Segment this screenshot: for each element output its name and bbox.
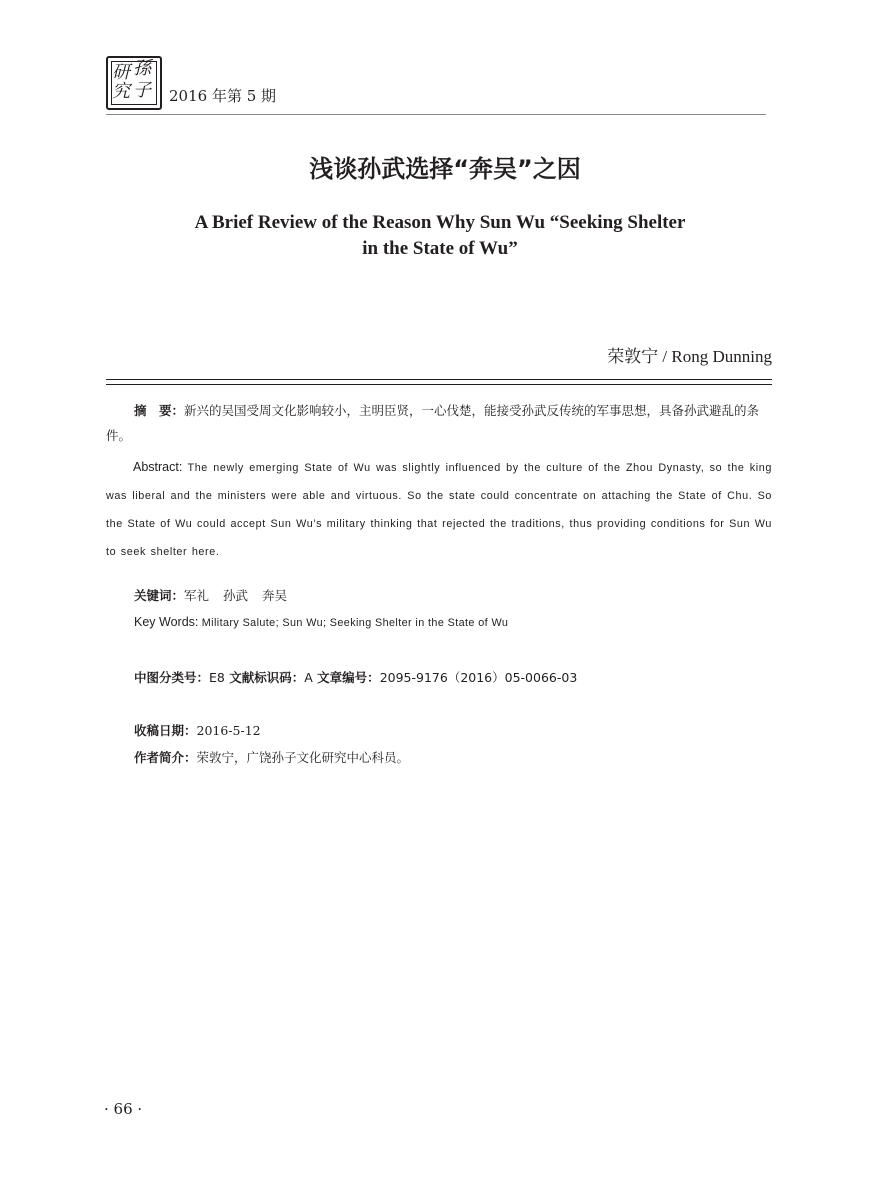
journal-logo-seal [106, 56, 162, 110]
keyword: 军礼 [184, 588, 210, 603]
logo-char: 孫 [133, 58, 151, 79]
article-number-value: 2095-9176（2016）05-0066-03 [379, 670, 578, 685]
received-date-value: 2016-5-12 [196, 723, 261, 738]
page-number: · 66 · [104, 1100, 143, 1118]
keyword: 奔吴 [262, 588, 288, 603]
doc-code-label: 文献标识码： [229, 670, 305, 685]
keywords-chinese-label: 关键词： [134, 588, 185, 603]
section-rule [106, 384, 772, 385]
title-english-line: in the State of Wu” [362, 238, 518, 259]
received-date [134, 719, 800, 742]
author-name: 荣敦宁 / Rong Dunning [607, 347, 772, 366]
issue-label: 2016 年第 5 期 [169, 87, 277, 105]
abstract-chinese-label: 摘 要： [134, 403, 185, 418]
header-rule [106, 114, 766, 115]
abstract-english-text: The newly emerging State of Wu was slightly influenced by the culture of the Zhou Dynasty, so the king was liberal and the ministers were able and virtuous. So the state could concentrate on attaching the State of Chu. So the State of Wu could accept Sun Wu’s military thinking that rejected the traditions, thus providing conditions for Sun Wu to seek shelter here. [106, 462, 773, 558]
title-chinese: 浅谈孙武选择“奔吴”之因 [309, 155, 581, 183]
clc-value: E8 [209, 670, 225, 685]
logo-char: 究 [112, 81, 130, 102]
author-bio-value: 荣敦宁，广饶孙子文化研究中心科员。 [196, 750, 410, 765]
abstract-chinese [106, 398, 772, 448]
classification-line [134, 666, 800, 689]
keywords-english-text: Military Salute; Sun Wu; Seeking Shelter in the State of Wu [201, 617, 509, 629]
keywords-english-label: Key Words: [134, 615, 199, 629]
keywords-english [134, 611, 800, 635]
abstract-english [106, 453, 772, 566]
article-number-label: 文章编号： [317, 670, 380, 685]
abstract-chinese-text: 新兴的吴国受周文化影响较小，主明臣贤，一心伐楚，能接受孙武反传统的军事思想，具备孙武避乱的条件。 [106, 403, 760, 443]
title-english [140, 210, 740, 262]
author-bio [134, 746, 800, 769]
doc-code-value: A [304, 670, 313, 685]
received-date-label: 收稿日期： [134, 723, 197, 738]
keywords-chinese [134, 584, 800, 607]
keyword: 孙武 [223, 588, 249, 603]
section-rule [106, 379, 772, 380]
logo-char: 研 [112, 62, 130, 83]
title-english-line: A Brief Review of the Reason Why Sun Wu “Seeking Shelter [194, 212, 686, 233]
logo-char: 子 [133, 80, 151, 101]
clc-label: 中图分类号： [134, 670, 210, 685]
author-bio-label: 作者简介： [134, 750, 197, 765]
abstract-english-label: Abstract: [133, 460, 183, 474]
